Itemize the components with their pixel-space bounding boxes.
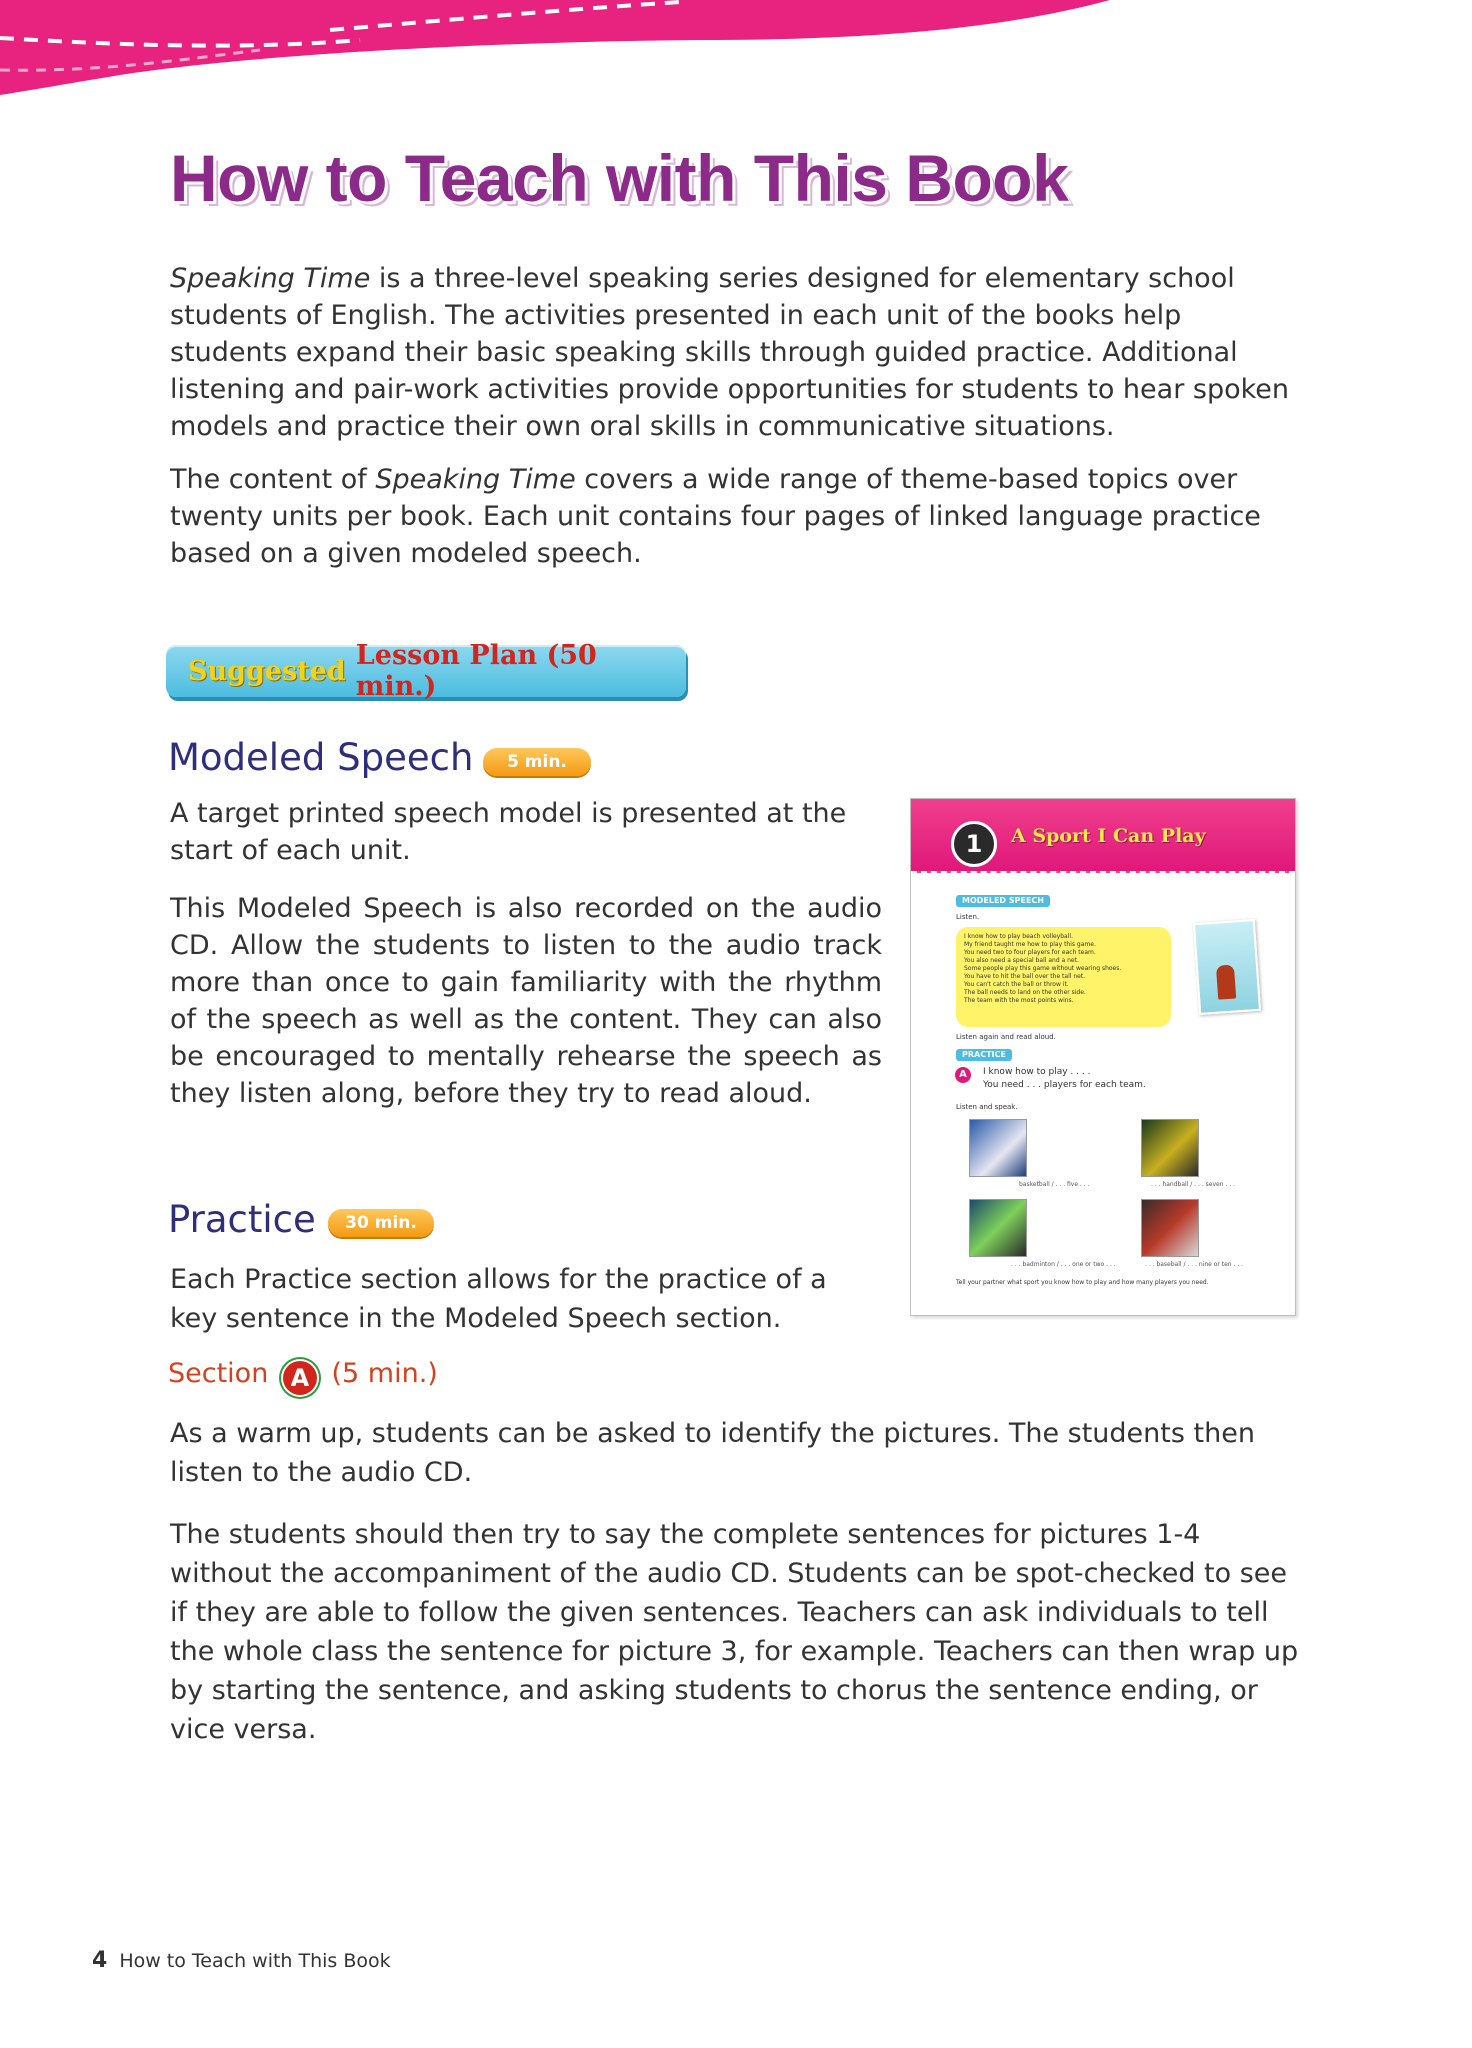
intro-p2-before: The content of [170, 464, 376, 495]
preview-speech-line: You need two to four players for each team. [964, 949, 1096, 956]
preview-speech-line: You have to hit the ball over the tall net. [964, 973, 1086, 980]
intro-p2-after: covers a wide range of theme-based topics over twenty units per book. Each unit contains four pages of linked language practice based on a given modeled speech. [170, 464, 1261, 569]
preview-unit-number: 1 [951, 821, 997, 867]
preview-practice-line-1: I know how to play . . . . [983, 1067, 1091, 1077]
preview-caption: . . . handball / . . . seven . . . [1151, 1181, 1235, 1188]
page-footer [92, 1948, 391, 1973]
intro-paragraph-1 [170, 260, 1300, 445]
modeled-speech-heading: Modeled Speech [168, 736, 474, 779]
practice-paragraph: Each Practice section allows for the practice of a key sentence in the Modeled Speech section. [170, 1264, 827, 1334]
section-a-letter-icon: A [283, 1361, 317, 1395]
practice-heading: Practice [168, 1198, 316, 1241]
modeled-speech-paragraph-1: A target printed speech model is presented at the start of each unit. [170, 798, 847, 866]
preview-footer-line: Tell your partner what sport you know how to play and how many players you need. [956, 1279, 1209, 1286]
intro-paragraph-2 [170, 461, 1300, 572]
preview-listen-label: Listen. [956, 913, 980, 921]
section-a-paragraph-1: As a warm up, students can be asked to identify the pictures. The students then listen to the audio CD. [170, 1418, 1255, 1488]
section-a-paragraph-2: The students should then try to say the complete sentences for pictures 1-4 without the accompaniment of the audio CD. Students can be spot-checked to see if they are able to follow the given sentences. Teachers can ask individuals to tell the whole class the sentence for picture 3, for example. Teachers can then wrap up by starting the sentence, and asking students to chorus the sentence ending, or vice versa. [170, 1519, 1299, 1745]
section-a-time: (5 min.) [331, 1358, 438, 1389]
section-a-heading [168, 1358, 438, 1395]
preview-speech-box [956, 927, 1171, 1027]
preview-speech-line: Some people play this game without wearing shoes. [964, 965, 1122, 972]
preview-listen-speak: Listen and speak. [956, 1103, 1018, 1111]
preview-modeled-tag: MODELED SPEECH [956, 895, 1050, 907]
preview-unit-title: A Sport I Can Play [1011, 825, 1206, 847]
preview-speech-line: My friend taught me how to play this game. [964, 941, 1096, 948]
modeled-speech-paragraph-2: This Modeled Speech is also recorded on the audio CD. Allow the students to listen to the audio track more than once to gain familiarity with the rhythm of the speech as well as the content. They can also be encouraged to mentally rehearse the speech as they listen along, before they try to read aloud. [170, 893, 882, 1109]
preview-section-a-icon: A [955, 1067, 971, 1083]
series-name: Speaking Time [170, 263, 371, 294]
preview-listen-again: Listen again and read aloud. [956, 1033, 1056, 1041]
preview-practice-line-2: You need . . . players for each team. [983, 1080, 1146, 1090]
practice-time-badge: 30 min. [328, 1209, 434, 1237]
preview-caption: basketball / . . . five . . . [1019, 1181, 1090, 1188]
preview-badminton-photo [969, 1199, 1027, 1257]
lesson-plan-label-rest: Lesson Plan (50 min.) [355, 640, 597, 702]
preview-caption: . . . badminton / . . . one or two . . . [1011, 1261, 1116, 1268]
preview-speech-line: You can't catch the ball or throw it. [964, 981, 1069, 988]
modeled-speech-time-badge: 5 min. [483, 748, 591, 776]
preview-header [911, 799, 1295, 873]
preview-basketball-photo [969, 1119, 1027, 1177]
preview-speech-line: I know how to play beach volleyball. [964, 933, 1073, 940]
running-title: How to Teach with This Book [119, 1950, 391, 1972]
page-title: How to Teach with This Book [170, 141, 1069, 215]
lesson-plan-label-suggested: Suggested [188, 655, 346, 687]
page-number: 4 [92, 1948, 108, 1973]
section-a-label: Section [168, 1358, 269, 1389]
lesson-plan-banner [166, 640, 686, 702]
preview-speech-line: The team with the most points wins. [964, 997, 1074, 1004]
preview-caption: . . . baseball / . . . nine or ten . . . [1145, 1261, 1244, 1268]
series-name: Speaking Time [375, 464, 576, 495]
preview-handball-photo [1141, 1119, 1199, 1177]
intro-p1-text: is a three-level speaking series designed for elementary school students of English. The activities presented in each unit of the books help students expand their basic speaking skills through guided practice. Additional listening and pair-work activities provide opportunities for students to hear spoken models and practice their own oral skills in communicative situations. [170, 263, 1290, 442]
preview-practice-tag: PRACTICE [956, 1049, 1012, 1061]
preview-volleyball-photo [1193, 919, 1261, 1015]
preview-speech-line: You also need a special ball and a net. [964, 957, 1079, 964]
preview-speech-line: The ball needs to land on the other side. [964, 989, 1086, 996]
preview-baseball-photo [1141, 1199, 1199, 1257]
book-page-preview [910, 798, 1296, 1316]
decorative-top-band [0, 0, 1472, 110]
